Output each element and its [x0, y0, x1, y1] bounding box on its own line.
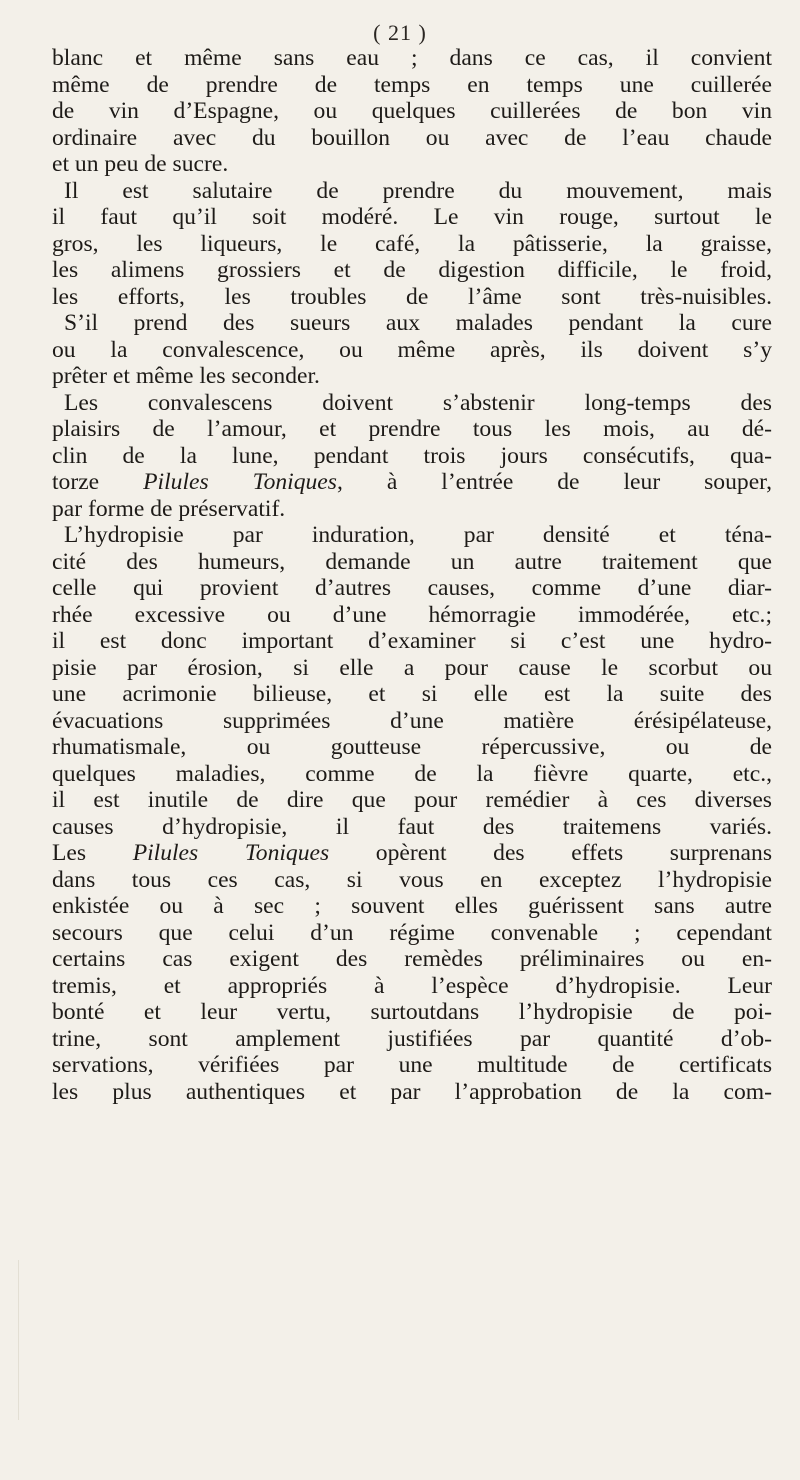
text-line: tremis, et appropriés à l’espèce d’hydropisie. Leur: [52, 972, 772, 999]
text-line: les alimens grossiers et de digestion difficile, le froid,: [52, 257, 772, 283]
text-line: cité des humeurs, demande un autre traitement que: [52, 548, 772, 575]
text-line: il est inutile de dire que pour remédier à ces diverses: [52, 787, 772, 813]
text-line: pisie par érosion, si elle a pour cause le scorbut ou: [52, 654, 772, 681]
text-line: prêter et même les seconder.: [52, 363, 320, 389]
text-line: il faut qu’il soit modéré. Le vin rouge, surtout le: [52, 204, 772, 230]
text-line: secours que celui d’un régime convenable ; cependant: [52, 919, 772, 946]
text-line: enkistée ou à sec ; souvent elles guérissent sans autre: [52, 893, 772, 919]
text-line: celle qui provient d’autres causes, comme d’une diar-: [52, 575, 772, 601]
text-line: Les Pilules Toniques opèrent des effets surprenans: [52, 840, 773, 866]
text-line: blanc et même sans eau ; dans ce cas, il convient: [52, 45, 772, 71]
body-text: [52, 45, 772, 1105]
text-line: causes d’hydropisie, il faut des traitemens variés.: [52, 813, 772, 840]
text-line: S’il prend des sueurs aux malades pendant la cure: [64, 310, 772, 336]
text-line: il est donc important d’examiner si c’est une hydro-: [52, 628, 772, 654]
text-line: par forme de préservatif.: [52, 495, 286, 522]
text-line: plaisirs de l’amour, et prendre tous les mois, au dé-: [52, 416, 772, 442]
text-line: quelques maladies, comme de la fièvre quarte, etc.,: [52, 760, 772, 787]
page-number: ( 21 ): [373, 20, 427, 45]
text-line: les plus authentiques et par l’approbation de la com-: [52, 1078, 772, 1105]
text-line: et un peu de sucre.: [52, 151, 229, 177]
text-line: ordinaire avec du bouillon ou avec de l’eau chaude: [52, 124, 772, 151]
text-line: torze Pilules Toniques, à l’entrée de leur souper,: [52, 469, 772, 495]
text-line: de vin d’Espagne, ou quelques cuillerées de bon vin: [52, 98, 772, 124]
text-line: trine, sont amplement justifiées par quantité d’ob-: [52, 1025, 772, 1052]
text-line: Les convalescens doivent s’abstenir long-temps des: [64, 389, 772, 416]
text-line: ou la convalescence, ou même après, ils doivent s’y: [52, 336, 772, 363]
text-line: une acrimonie bilieuse, et si elle est la suite des: [52, 681, 772, 707]
text-line: gros, les liqueurs, le café, la pâtisserie, la graisse,: [52, 230, 772, 257]
text-line: rhumatismale, ou goutteuse répercussive, ou de: [52, 734, 772, 760]
text-line: les efforts, les troubles de l’âme sont très-nuisibles.: [52, 283, 772, 310]
text-line: servations, vérifiées par une multitude de certificats: [52, 1052, 772, 1078]
text-line: évacuations supprimées d’une matière érésipélateuse,: [52, 707, 772, 734]
text-line: L’hydropisie par induration, par densité et téna-: [64, 522, 772, 548]
text-line: clin de la lune, pendant trois jours consécutifs, qua-: [52, 442, 772, 469]
text-line: dans tous ces cas, si vous en exceptez l’hydropisie: [52, 866, 772, 893]
text-line: bonté et leur vertu, surtoutdans l’hydropisie de poi-: [52, 999, 772, 1025]
text-line: rhée excessive ou d’une hémorragie immodérée, etc.;: [52, 601, 772, 628]
text-line: même de prendre de temps en temps une cuillerée: [52, 71, 772, 98]
text-line: Il est salutaire de prendre du mouvement, mais: [64, 177, 772, 204]
text-line: certains cas exigent des remèdes préliminaires ou en-: [52, 946, 772, 972]
page-fold-mark: [18, 1260, 79, 1420]
